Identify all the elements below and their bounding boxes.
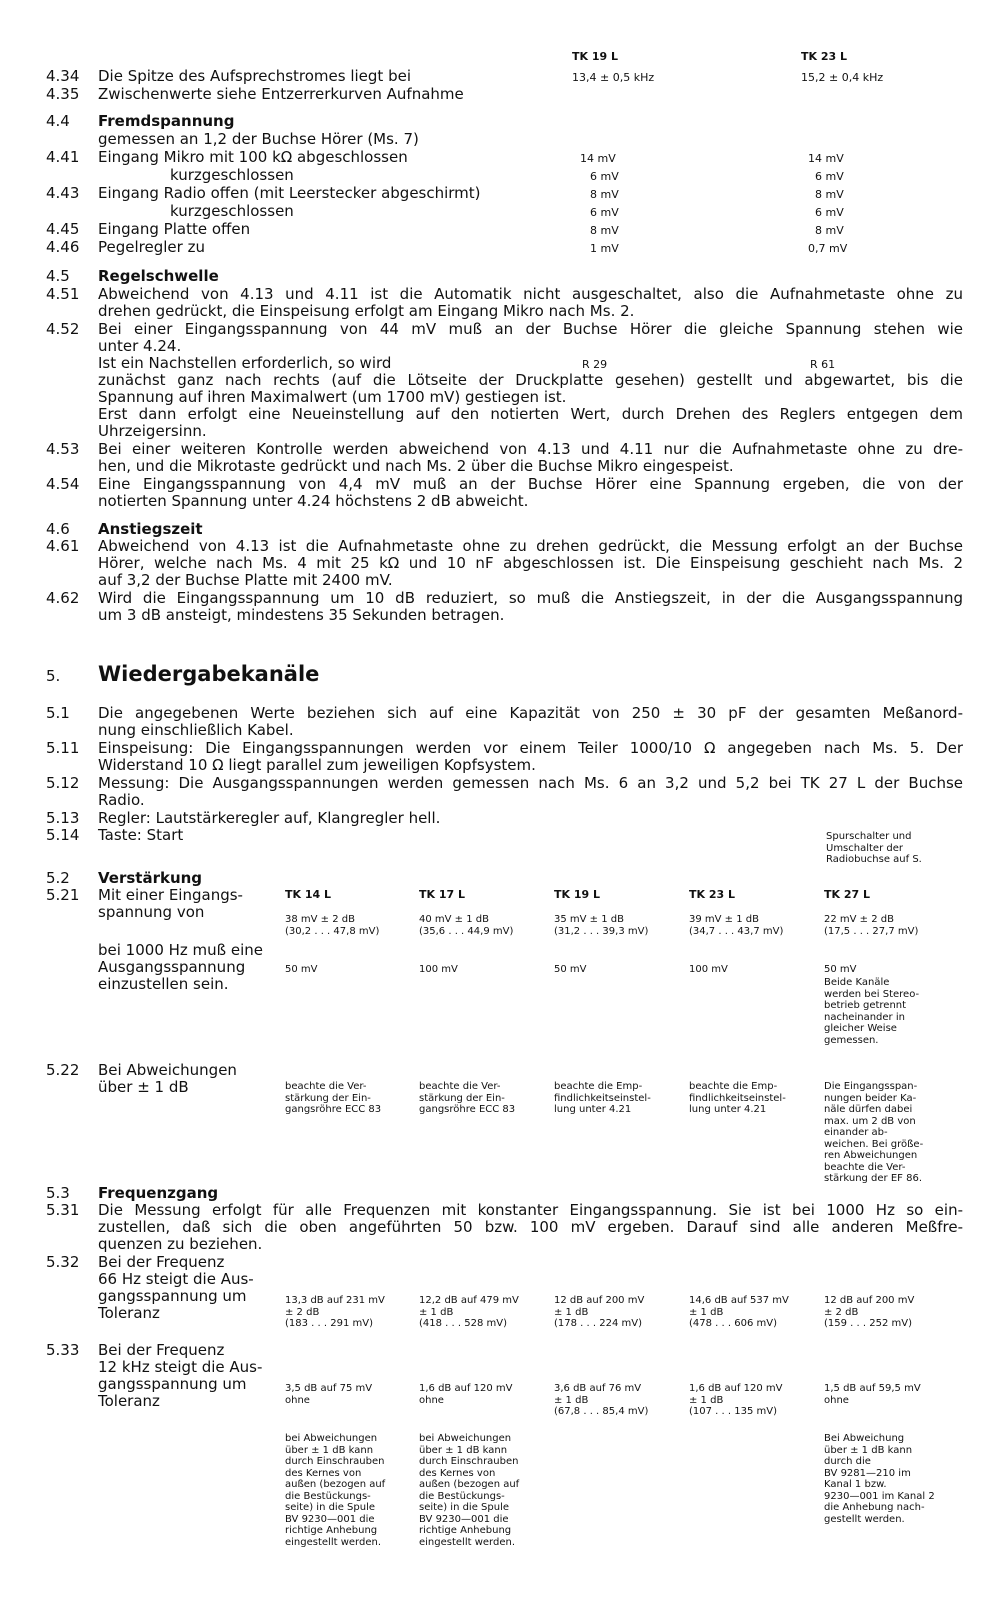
item-text: Die Spitze des Aufsprechstromes liegt bei (98, 67, 412, 85)
item-text: Eingang Radio offen (mit Leerstecker abgeschirmt) (98, 184, 481, 202)
output-value-tk19l: 50 mV (554, 964, 587, 975)
deviation-note-tk19l: beachte die Emp- findlichkeitseinstel- lung unter 4.21 (554, 1081, 651, 1115)
row-label: Mit einer Eingangs- spannung von (98, 886, 243, 921)
input-value-tk19l: 35 mV ± 1 dB (31,2 . . . 39,3 mV) (554, 914, 649, 937)
value-tk19l: 6 mV (590, 206, 619, 219)
section-title: Frequenzgang (98, 1184, 219, 1202)
section-title: Anstiegszeit (98, 520, 203, 538)
item-text: Eingang Mikro mit 100 kΩ abgeschlossen (98, 148, 408, 166)
deviation-note-tk14l: beachte die Ver- stärkung der Ein- gangsröhre ECC 83 (285, 1081, 382, 1115)
paragraph-line: Ist ein Nachstellen erforderlich, so wird (98, 354, 392, 372)
paragraph-line: Eine Eingangsspannung von 4,4 mV muß an der Buchse Hörer eine Spannung ergeben, die von der (98, 476, 963, 493)
input-value-tk27l: 22 mV ± 2 dB (17,5 . . . 27,7 mV) (824, 914, 919, 937)
section-number: 4.62 (46, 589, 80, 607)
value-tk19l: 14 mV (580, 152, 616, 165)
item-text: gemessen an 1,2 der Buchse Hörer (Ms. 7) (98, 130, 419, 148)
input-value-tk14l: 38 mV ± 2 dB (30,2 . . . 47,8 mV) (285, 914, 380, 937)
deviation-note-tk23l: beachte die Emp- findlichkeitseinstel- lung unter 4.21 (689, 1081, 786, 1115)
paragraph-line: drehen gedrückt, die Einspeisung erfolgt am Eingang Mikro nach Ms. 2. (98, 302, 635, 320)
paragraph-line: Uhrzeigersinn. (98, 422, 207, 440)
item-text: Pegelregler zu (98, 238, 205, 256)
paragraph-line: quenzen zu beziehen. (98, 1235, 263, 1253)
value-tk23l: 6 mV (815, 206, 844, 219)
paragraph-line: Hörer, welche nach Ms. 4 mit 25 kΩ und 10 nF abgeschlossen ist. Die Einspeisung geschieht nach Ms. 2 (98, 555, 963, 572)
section-title: Verstärkung (98, 869, 203, 887)
section-number: 4.34 (46, 67, 80, 85)
paragraph-line: Bei einer Eingangsspannung von 44 mV muß an der Buchse Hörer die gleiche Spannung stehen wie (98, 321, 963, 338)
paragraph-line: Messung: Die Ausgangsspannungen werden gemessen nach Ms. 6 an 3,2 und 5,2 bei TK 27 L der Buchse (98, 775, 963, 792)
paragraph-line: Abweichend von 4.13 ist die Aufnahmetaste ohne zu drehen gedrückt, die Messung erfolgt an der Buchse (98, 538, 963, 555)
section-number: 4.46 (46, 238, 80, 256)
switch-note: Spurschalter und Umschalter der Radiobuchse auf S. (826, 831, 922, 865)
value-tk23l: 0,7 mV (808, 242, 848, 255)
row-label: bei 1000 Hz muß eine Ausgangsspannung einzustellen sein. (98, 941, 264, 993)
freq66-value-tk23l: 14,6 dB auf 537 mV ± 1 dB (478 . . . 606 mV) (689, 1295, 789, 1329)
paragraph-line: auf 3,2 der Buchse Platte mit 2400 mV. (98, 571, 393, 589)
chapter-title: Wiedergabekanäle (98, 662, 320, 686)
value-tk23l: 8 mV (815, 188, 844, 201)
section-number: 4.41 (46, 148, 80, 166)
model-header-tk23l: TK 23 L (689, 888, 736, 901)
freq12k-value-tk19l: 3,6 dB auf 76 mV ± 1 dB (67,8 . . . 85,4 mV) (554, 1383, 649, 1417)
chapter-number: 5. (46, 667, 61, 685)
item-text: Eingang Platte offen (98, 220, 251, 238)
section-number: 4.61 (46, 537, 80, 555)
value-tk23l: 6 mV (815, 170, 844, 183)
row-label: Bei der Frequenz 66 Hz steigt die Aus- gangsspannung um Toleranz (98, 1253, 254, 1322)
freq12k-value-tk17l: 1,6 dB auf 120 mV ohne (419, 1383, 513, 1406)
value-tk19l: 1 mV (590, 242, 619, 255)
section-title: Fremdspannung (98, 112, 235, 130)
value-tk19l: 6 mV (590, 170, 619, 183)
section-number: 5.33 (46, 1341, 80, 1359)
value-tk19l: 8 mV (590, 188, 619, 201)
paragraph-line: Die Messung erfolgt für alle Frequenzen mit konstanter Eingangsspannung. Sie ist bei 1000 Hz so ein- (98, 1202, 963, 1219)
stereo-note: Beide Kanäle werden bei Stereo- betrieb getrennt nacheinander in gleicher Weise gemessen. (824, 977, 920, 1046)
output-value-tk23l: 100 mV (689, 964, 728, 975)
freq12k-value-tk23l: 1,6 dB auf 120 mV ± 1 dB (107 . . . 135 mV) (689, 1383, 783, 1417)
model-header-tk17l: TK 17 L (419, 888, 466, 901)
section-number: 4.4 (46, 112, 70, 130)
paragraph-line: Widerstand 10 Ω liegt parallel zum jeweiligen Kopfsystem. (98, 756, 536, 774)
model-header-tk14l: TK 14 L (285, 888, 332, 901)
item-text: Regler: Lautstärkeregler auf, Klangregler hell. (98, 809, 441, 827)
row-label: Bei der Frequenz 12 kHz steigt die Aus- gangsspannung um Toleranz (98, 1341, 263, 1410)
row-label: Bei Abweichungen über ± 1 dB (98, 1061, 237, 1096)
paragraph-line: zunächst ganz nach rechts (auf die Lötseite der Druckplatte gesehen) gestellt und abgewartet, bis die (98, 372, 963, 389)
output-value-tk14l: 50 mV (285, 964, 318, 975)
paragraph-line: Die angegebenen Werte beziehen sich auf eine Kapazität von 250 ± 30 pF der gesamten Meßanord- (98, 705, 963, 722)
section-number: 5.13 (46, 809, 80, 827)
section-number: 5.12 (46, 774, 80, 792)
resistor-tk23l: R 61 (810, 358, 836, 371)
paragraph-line: Radio. (98, 791, 145, 809)
output-value-tk17l: 100 mV (419, 964, 458, 975)
freq66-value-tk14l: 13,3 dB auf 231 mV ± 2 dB (183 . . . 291 mV) (285, 1295, 385, 1329)
section-number: 5.31 (46, 1201, 80, 1219)
deviation-note-tk17l: beachte die Ver- stärkung der Ein- gangsröhre ECC 83 (419, 1081, 516, 1115)
value-tk19l: 13,4 ± 0,5 kHz (572, 71, 655, 84)
freq66-value-tk27l: 12 dB auf 200 mV ± 2 dB (159 . . . 252 mV) (824, 1295, 915, 1329)
paragraph-line: Abweichend von 4.13 und 4.11 ist die Automatik nicht ausgeschaltet, also die Aufnahmetaste ohne zu (98, 286, 963, 303)
output-value-tk27l: 50 mV (824, 964, 857, 975)
section-number: 5.21 (46, 886, 80, 904)
value-tk19l: 8 mV (590, 224, 619, 237)
section-number: 5.22 (46, 1061, 80, 1079)
paragraph-line: nung einschließlich Kabel. (98, 721, 294, 739)
section-number: 5.2 (46, 869, 70, 887)
section-number: 4.53 (46, 440, 80, 458)
model-header-tk27l: TK 27 L (824, 888, 871, 901)
resistor-tk19l: R 29 (582, 358, 608, 371)
item-subtext: kurzgeschlossen (170, 202, 294, 220)
section-number: 4.5 (46, 267, 70, 285)
item-subtext: kurzgeschlossen (170, 166, 294, 184)
section-number: 5.14 (46, 826, 80, 844)
paragraph-line: Wird die Eingangsspannung um 10 dB reduziert, so muß die Anstiegszeit, in der die Ausgangsspannung (98, 590, 963, 607)
adjustment-note-tk17l: bei Abweichungen über ± 1 dB kann durch Einschrauben des Kernes von außen (bezogen auf die Bestückungs- seite) in die Spule BV 9230—001 die richtige Anhebung eingestellt werden. (419, 1433, 520, 1548)
section-number: 4.6 (46, 520, 70, 538)
section-number: 4.43 (46, 184, 80, 202)
paragraph-line: unter 4.24. (98, 337, 182, 355)
freq12k-value-tk27l: 1,5 dB auf 59,5 mV ohne (824, 1383, 921, 1406)
adjustment-note-tk14l: bei Abweichungen über ± 1 dB kann durch Einschrauben des Kernes von außen (bezogen auf die Bestückungs- seite) in die Spule BV 9230—001 die richtige Anhebung eingestellt werden. (285, 1433, 386, 1548)
adjustment-note-tk27l: Bei Abweichung über ± 1 dB kann durch die BV 9281—210 im Kanal 1 bzw. 9230—001 im Kanal 2 die Anhebung nach- gestellt werden. (824, 1433, 935, 1525)
paragraph-line: zustellen, daß sich die oben angeführten 50 bzw. 100 mV ergeben. Darauf sind alle anderen Meßfre- (98, 1219, 963, 1236)
column-header-tk23l: TK 23 L (801, 50, 848, 63)
section-number: 5.11 (46, 739, 80, 757)
item-text: Taste: Start (98, 826, 184, 844)
section-number: 4.45 (46, 220, 80, 238)
deviation-note-tk27l: Die Eingangsspan- nungen beider Ka- näle dürfen dabei max. um 2 dB von einander ab- weichen. Bei größe- ren Abweichungen beachte die Ver- stärkung der EF 86. (824, 1081, 924, 1184)
section-number: 4.52 (46, 320, 80, 338)
section-number: 4.54 (46, 475, 80, 493)
section-number: 4.35 (46, 85, 80, 103)
paragraph-line: Einspeisung: Die Eingangsspannungen werden vor einem Teiler 1000/10 Ω angegeben nach Ms. 5. Der (98, 740, 963, 757)
section-title: Regelschwelle (98, 267, 219, 285)
section-number: 5.1 (46, 704, 70, 722)
freq12k-value-tk14l: 3,5 dB auf 75 mV ohne (285, 1383, 373, 1406)
section-number: 4.51 (46, 285, 80, 303)
value-tk23l: 14 mV (808, 152, 844, 165)
freq66-value-tk19l: 12 dB auf 200 mV ± 1 dB (178 . . . 224 mV) (554, 1295, 645, 1329)
paragraph-line: Bei einer weiteren Kontrolle werden abweichend von 4.13 und 4.11 nur die Aufnahmetaste ohne zu dre- (98, 441, 963, 458)
column-header-tk19l: TK 19 L (572, 50, 619, 63)
model-header-tk19l: TK 19 L (554, 888, 601, 901)
value-tk23l: 8 mV (815, 224, 844, 237)
paragraph-line: hen, und die Mikrotaste gedrückt und nach Ms. 2 über die Buchse Mikro eingespeist. (98, 457, 734, 475)
paragraph-line: um 3 dB ansteigt, mindestens 35 Sekunden betragen. (98, 606, 505, 624)
value-tk23l: 15,2 ± 0,4 kHz (801, 71, 884, 84)
section-number: 5.3 (46, 1184, 70, 1202)
item-text: Zwischenwerte siehe Entzerrerkurven Aufnahme (98, 85, 464, 103)
input-value-tk23l: 39 mV ± 1 dB (34,7 . . . 43,7 mV) (689, 914, 784, 937)
paragraph-line: Erst dann erfolgt eine Neueinstellung auf den notierten Wert, durch Drehen des Reglers entgegen dem (98, 406, 963, 423)
section-number: 5.32 (46, 1253, 80, 1271)
freq66-value-tk17l: 12,2 dB auf 479 mV ± 1 dB (418 . . . 528 mV) (419, 1295, 519, 1329)
input-value-tk17l: 40 mV ± 1 dB (35,6 . . . 44,9 mV) (419, 914, 514, 937)
paragraph-line: notierten Spannung unter 4.24 höchstens 2 dB abweicht. (98, 492, 529, 510)
paragraph-line: Spannung auf ihren Maximalwert (um 1700 mV) gestiegen ist. (98, 388, 567, 406)
